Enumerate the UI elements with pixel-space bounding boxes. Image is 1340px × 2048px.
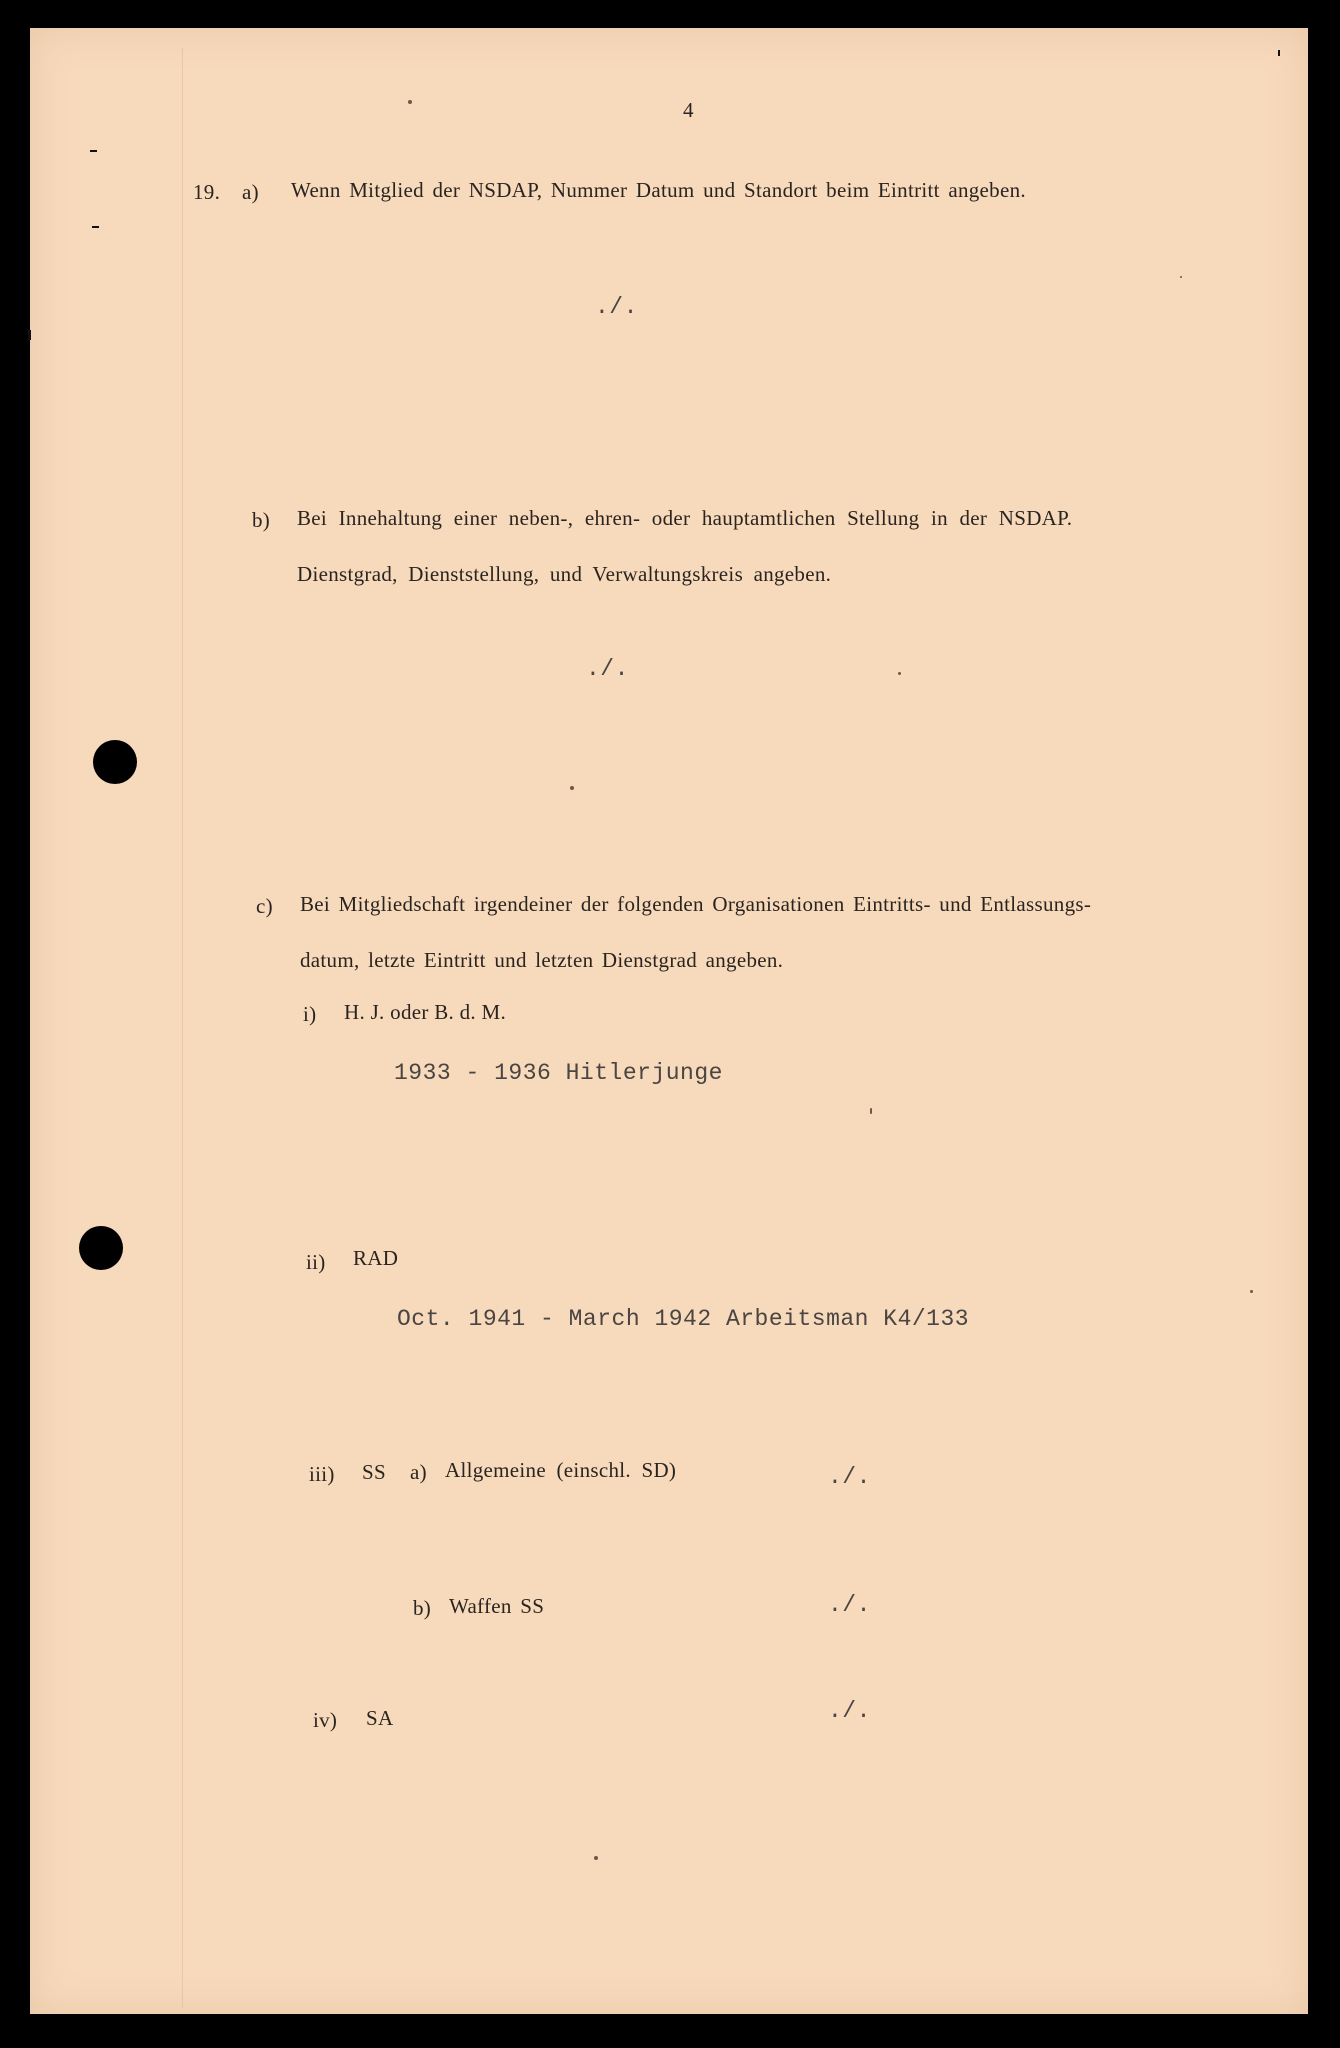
paper-speck [1250,1290,1253,1293]
paper-speck [870,1108,872,1114]
q19b-answer: ./. [586,656,629,682]
q19a-question: Wenn Mitglied der NSDAP, Nummer Datum und Standort beim Eintritt angeben. [291,178,1026,202]
item-ii-label: ii) [306,1250,326,1274]
q19c-label: c) [256,894,273,918]
edge-mark [28,330,31,340]
item-iii-sub-a-label: a) [410,1460,427,1484]
punch-hole [79,1226,123,1270]
q19c-question-line1: Bei Mitgliedschaft irgendeiner der folgenden Organisationen Eintritts- und Entlassungs- [300,892,1092,916]
paper-sheet [30,28,1308,2014]
paper-speck [1180,276,1182,278]
question-number: 19. [193,180,221,204]
q19b-question-line1: Bei Innehaltung einer neben-, ehren- oder hauptamtlichen Stellung in der NSDAP. [297,506,1073,530]
q19b-question-line2: Dienstgrad, Dienststellung, und Verwaltungskreis angeben. [297,562,832,586]
item-i-label: i) [303,1002,317,1026]
paper-speck [898,672,901,675]
item-iii-label: iii) [309,1462,335,1486]
item-iii-name: SS [362,1460,386,1484]
item-iii-sub-a-answer: ./. [828,1464,871,1490]
item-i-name: H. J. oder B. d. M. [344,1000,507,1024]
item-ii-answer: Oct. 1941 - March 1942 Arbeitsman K4/133 [397,1306,970,1332]
q19c-question-line2: datum, letzte Eintritt und letzten Dienstgrad angeben. [300,948,784,972]
item-i-answer: 1933 - 1936 Hitlerjunge [394,1060,723,1086]
q19a-label: a) [242,180,259,204]
edge-mark [92,226,99,228]
item-iv-answer: ./. [828,1698,871,1724]
item-iv-label: iv) [313,1708,338,1732]
paper-speck [408,100,412,104]
paper-fold-line [182,48,183,2008]
q19b-label: b) [252,508,271,532]
q19a-answer: ./. [595,294,638,320]
item-ii-name: RAD [353,1246,399,1270]
paper-speck [570,786,574,790]
edge-mark [90,150,97,152]
item-iv-name: SA [366,1706,394,1730]
punch-hole [93,740,137,784]
item-iii-sub-b-label: b) [413,1596,432,1620]
item-iii-sub-b-name: Waffen SS [449,1594,545,1618]
paper-speck [594,1856,598,1860]
page-number: 4 [683,98,694,122]
item-iii-sub-b-answer: ./. [828,1592,871,1618]
item-iii-sub-a-name: Allgemeine (einschl. SD) [445,1458,677,1482]
edge-mark [1278,50,1280,56]
